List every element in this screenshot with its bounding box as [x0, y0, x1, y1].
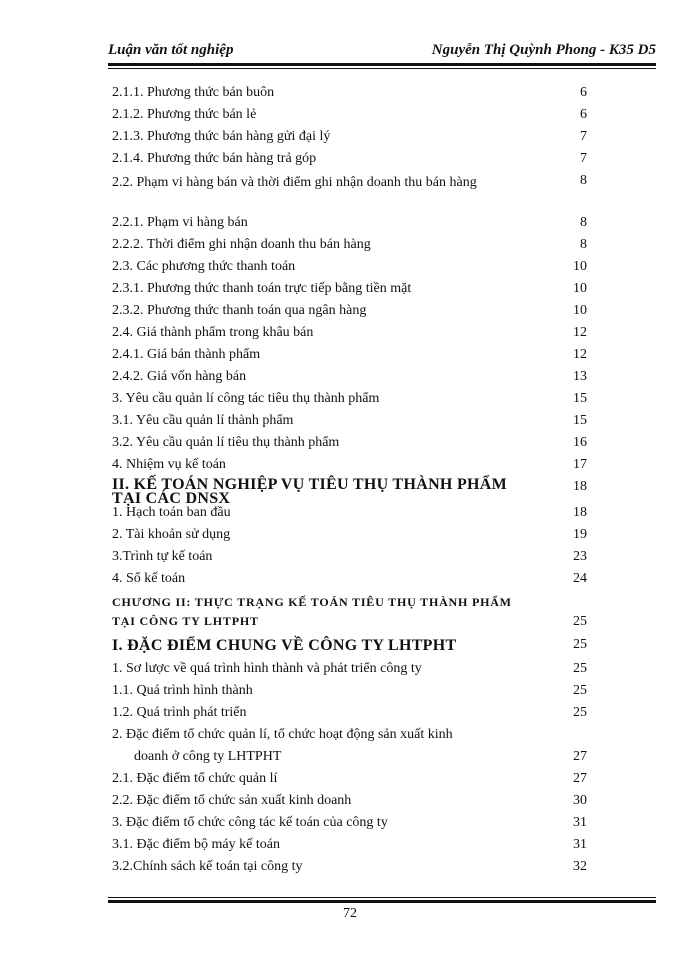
toc-entry-page: 6 — [580, 85, 587, 100]
toc-entry-page: 25 — [573, 614, 587, 629]
page-number: 72 — [343, 906, 357, 921]
toc-entry — [112, 856, 587, 878]
toc-entry — [112, 366, 587, 388]
toc-entry — [112, 658, 587, 680]
toc-entry-page: 18 — [573, 479, 587, 494]
toc-entry-page: 10 — [573, 303, 587, 318]
toc-entry-title: 3. Yêu cầu quản lí công tác tiêu thụ thành phẩm — [112, 391, 380, 406]
toc-entry — [112, 300, 587, 322]
toc-entry-page: 8 — [580, 173, 587, 188]
toc-entry-page: 25 — [573, 705, 587, 720]
toc-entry-page: 31 — [573, 815, 587, 830]
toc-entry-page: 10 — [573, 281, 587, 296]
toc-entry — [112, 432, 587, 454]
toc-entry-page: 24 — [573, 571, 587, 586]
header-rule-thin — [108, 68, 656, 69]
toc-entry-title: 3. Đặc điểm tổ chức công tác kế toán của công ty — [112, 815, 388, 830]
toc-entry-title: 2.2. Phạm vi hàng bán và thời điểm ghi nhận doanh thu bán hàng — [112, 175, 477, 190]
toc-entry-title: 2.4.1. Giá bán thành phẩm — [112, 347, 261, 362]
toc-entry — [112, 212, 587, 234]
toc-entry — [112, 502, 587, 524]
header-author: Nguyễn Thị Quỳnh Phong - K35 D5 — [431, 42, 656, 58]
footer-rule-thin — [108, 897, 656, 898]
toc-entry-title: 1.1. Quá trình hình thành — [112, 683, 253, 698]
toc-entry-page: 7 — [580, 151, 587, 166]
toc-entry — [112, 680, 587, 702]
toc-entry — [112, 834, 587, 856]
toc-entry-page: 18 — [573, 505, 587, 520]
toc-entry — [112, 104, 587, 126]
toc-entry-title: 2.4. Giá thành phẩm trong khâu bán — [112, 325, 314, 340]
toc-entry-title: 3.1. Đặc điểm bộ máy kế toán — [112, 837, 280, 852]
toc-section-heading — [112, 476, 587, 507]
toc-entry-page: 7 — [580, 129, 587, 144]
toc-entry-title: 2.3. Các phương thức thanh toán — [112, 259, 296, 274]
toc-entry-page: 15 — [573, 413, 587, 428]
toc-entry — [112, 170, 587, 212]
toc-entry-page: 32 — [573, 859, 587, 874]
toc-entry-page: 23 — [573, 549, 587, 564]
toc-entry-title: 3.1. Yêu cầu quản lí thành phẩm — [112, 413, 294, 428]
toc-entry-page: 13 — [573, 369, 587, 384]
toc-entry — [112, 546, 587, 568]
toc-entry-title: 2.2.1. Phạm vi hàng bán — [112, 215, 248, 230]
toc-entry-page: 12 — [573, 325, 587, 340]
toc-entry — [112, 148, 587, 170]
toc-entry-page: 10 — [573, 259, 587, 274]
toc-entry-title: 4. Nhiệm vụ kế toán — [112, 457, 226, 472]
toc-entry-page: 31 — [573, 837, 587, 852]
toc-entry-page: 27 — [573, 771, 587, 786]
toc-chapter-heading — [112, 590, 587, 634]
toc-entry-title: I. ĐẶC ĐIỂM CHUNG VỀ CÔNG TY LHTPHT — [112, 637, 457, 654]
header-thesis-label: Luận văn tốt nghiệp — [108, 42, 234, 58]
toc-entry-page: 12 — [573, 347, 587, 362]
toc-entry-continuation — [112, 746, 587, 768]
toc-entry-title: 2.1.3. Phương thức bán hàng gửi đại lý — [112, 129, 331, 144]
toc-entry-title: 3.Trình tự kế toán — [112, 549, 213, 564]
toc-entry-title: 2.3.2. Phương thức thanh toán qua ngân hàng — [112, 303, 367, 318]
toc-entry-page: 19 — [573, 527, 587, 542]
toc-entry — [112, 388, 587, 410]
toc-entry — [112, 256, 587, 278]
toc-entry-page: 25 — [573, 637, 587, 652]
toc-entry — [112, 410, 587, 432]
toc-section-heading — [112, 634, 587, 658]
toc-entry-title: CHƯƠNG II: THỰC TRẠNG KẾ TOÁN TIÊU THỤ THÀNH PHẨM TẠI CÔNG TY LHTPHT — [112, 595, 512, 628]
running-header — [108, 40, 656, 62]
toc-entry-page: 16 — [573, 435, 587, 450]
toc-entry — [112, 724, 587, 746]
table-of-contents — [112, 82, 587, 878]
toc-entry — [112, 790, 587, 812]
toc-entry-title: 2.1.4. Phương thức bán hàng trả góp — [112, 151, 317, 166]
toc-entry-title: 1. Hạch toán ban đầu — [112, 505, 231, 520]
toc-entry-title: 1.2. Quá trình phát triển — [112, 705, 247, 720]
toc-entry-title: 1. Sơ lược về quá trình hình thành và phát triển công ty — [112, 661, 422, 676]
toc-entry-title: 4. Sổ kế toán — [112, 571, 186, 586]
toc-entry — [112, 234, 587, 256]
header-rule-thick — [108, 63, 656, 66]
toc-entry-title: 3.2. Yêu cầu quản lí tiêu thụ thành phẩm — [112, 435, 340, 450]
toc-entry — [112, 82, 587, 104]
toc-entry-page: 25 — [573, 683, 587, 698]
toc-entry-page: 17 — [573, 457, 587, 472]
toc-entry-page: 6 — [580, 107, 587, 122]
toc-entry — [112, 278, 587, 300]
toc-entry-title: 3.2.Chính sách kế toán tại công ty — [112, 859, 303, 874]
toc-entry — [112, 524, 587, 546]
toc-entry-title: 2.2.2. Thời điểm ghi nhận doanh thu bán hàng — [112, 237, 371, 252]
toc-entry — [112, 126, 587, 148]
toc-entry — [112, 768, 587, 790]
toc-entry — [112, 702, 587, 724]
toc-entry-page: 30 — [573, 793, 587, 808]
toc-entry-title: 2.1.1. Phương thức bán buôn — [112, 85, 275, 100]
toc-entry-page: 8 — [580, 215, 587, 230]
toc-entry-page: 15 — [573, 391, 587, 406]
toc-entry-title: 2. Tài khoản sử dụng — [112, 527, 231, 542]
toc-entry-page: 8 — [580, 237, 587, 252]
toc-entry-title: II. KẾ TOÁN NGHIỆP VỤ TIÊU THỤ THÀNH PHẨM TẠI CÁC DNSX — [112, 476, 508, 507]
toc-entry — [112, 812, 587, 834]
toc-entry-page: 25 — [573, 661, 587, 676]
toc-entry-title: 2.1. Đặc điểm tổ chức quản lí — [112, 771, 278, 786]
toc-entry-title: 2. Đặc điểm tổ chức quản lí, tổ chức hoạt động sản xuất kinh — [112, 727, 453, 742]
toc-entry — [112, 322, 587, 344]
toc-entry — [112, 568, 587, 590]
toc-entry — [112, 344, 587, 366]
toc-entry-title: 2.2. Đặc điểm tổ chức sản xuất kinh doanh — [112, 793, 352, 808]
toc-entry-title: doanh ở công ty LHTPHT — [134, 749, 282, 764]
toc-entry-title: 2.4.2. Giá vốn hàng bán — [112, 369, 247, 384]
footer-rule-thick — [108, 900, 656, 903]
toc-entry-title: 2.3.1. Phương thức thanh toán trực tiếp bằng tiền mặt — [112, 281, 412, 296]
toc-entry-page: 27 — [573, 749, 587, 764]
toc-entry-title: 2.1.2. Phương thức bán lẻ — [112, 107, 257, 122]
toc-entry — [112, 454, 587, 476]
